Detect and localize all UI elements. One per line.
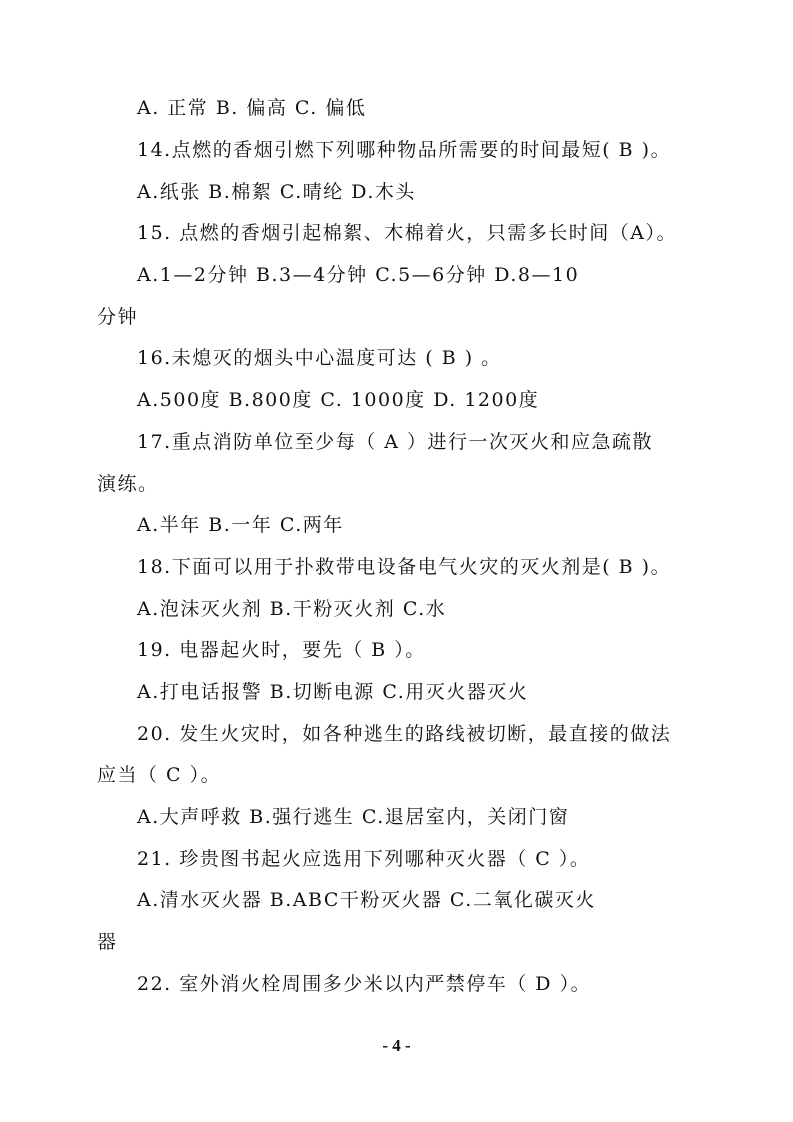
q14-question: 14.点燃的香烟引燃下列哪种物品所需要的时间最短( B )。 xyxy=(137,139,672,161)
q20-question-continued: 应当（ C ）。 xyxy=(97,764,222,786)
q20-options: A.大声呼救 B.强行逃生 C.退居室内，关闭门窗 xyxy=(137,806,570,828)
q17-question: 17.重点消防单位至少每（ A ）进行一次灭火和应急疏散 xyxy=(137,431,654,453)
q13-options: A. 正常 B. 偏高 C. 偏低 xyxy=(137,97,367,119)
q15-options-continued: 分钟 xyxy=(97,306,139,328)
q19-question: 19. 电器起火时，要先（ B ）。 xyxy=(137,639,426,661)
q17-question-continued: 演练。 xyxy=(97,473,159,495)
q15-options: A.1—2分钟 B.3—4分钟 C.5—6分钟 D.8—10 xyxy=(137,264,580,286)
q21-options: A.清水灭火器 B.ABC干粉灭火器 C.二氧化碳灭火 xyxy=(137,889,596,911)
q22-question: 22. 室外消火栓周围多少米以内严禁停车（ D ）。 xyxy=(137,973,592,995)
q19-options: A.打电话报警 B.切断电源 C.用灭火器灭火 xyxy=(137,681,529,703)
q18-question: 18.下面可以用于扑救带电设备电气火灾的灭火剂是( B )。 xyxy=(137,556,672,578)
q20-question: 20. 发生火灾时，如各种逃生的路线被切断，最直接的做法 xyxy=(137,723,672,745)
q18-options: A.泡沫灭火剂 B.干粉灭火剂 C.水 xyxy=(137,598,447,620)
q15-question: 15. 点燃的香烟引起棉絮、木棉着火，只需多长时间（A）。 xyxy=(137,222,677,244)
q17-options: A.半年 B.一年 C.两年 xyxy=(137,514,344,536)
page-number: - 4 - xyxy=(382,1036,411,1055)
q21-question: 21. 珍贵图书起火应选用下列哪种灭火器（ C ）。 xyxy=(137,848,591,870)
q21-options-continued: 器 xyxy=(97,931,118,953)
q14-options: A.纸张 B.棉絮 C.晴纶 D.木头 xyxy=(137,181,416,203)
q16-options: A.500度 B.800度 C. 1000度 D. 1200度 xyxy=(137,389,540,411)
q16-question: 16.未熄灭的烟头中心温度可达 ( B ) 。 xyxy=(137,347,502,369)
